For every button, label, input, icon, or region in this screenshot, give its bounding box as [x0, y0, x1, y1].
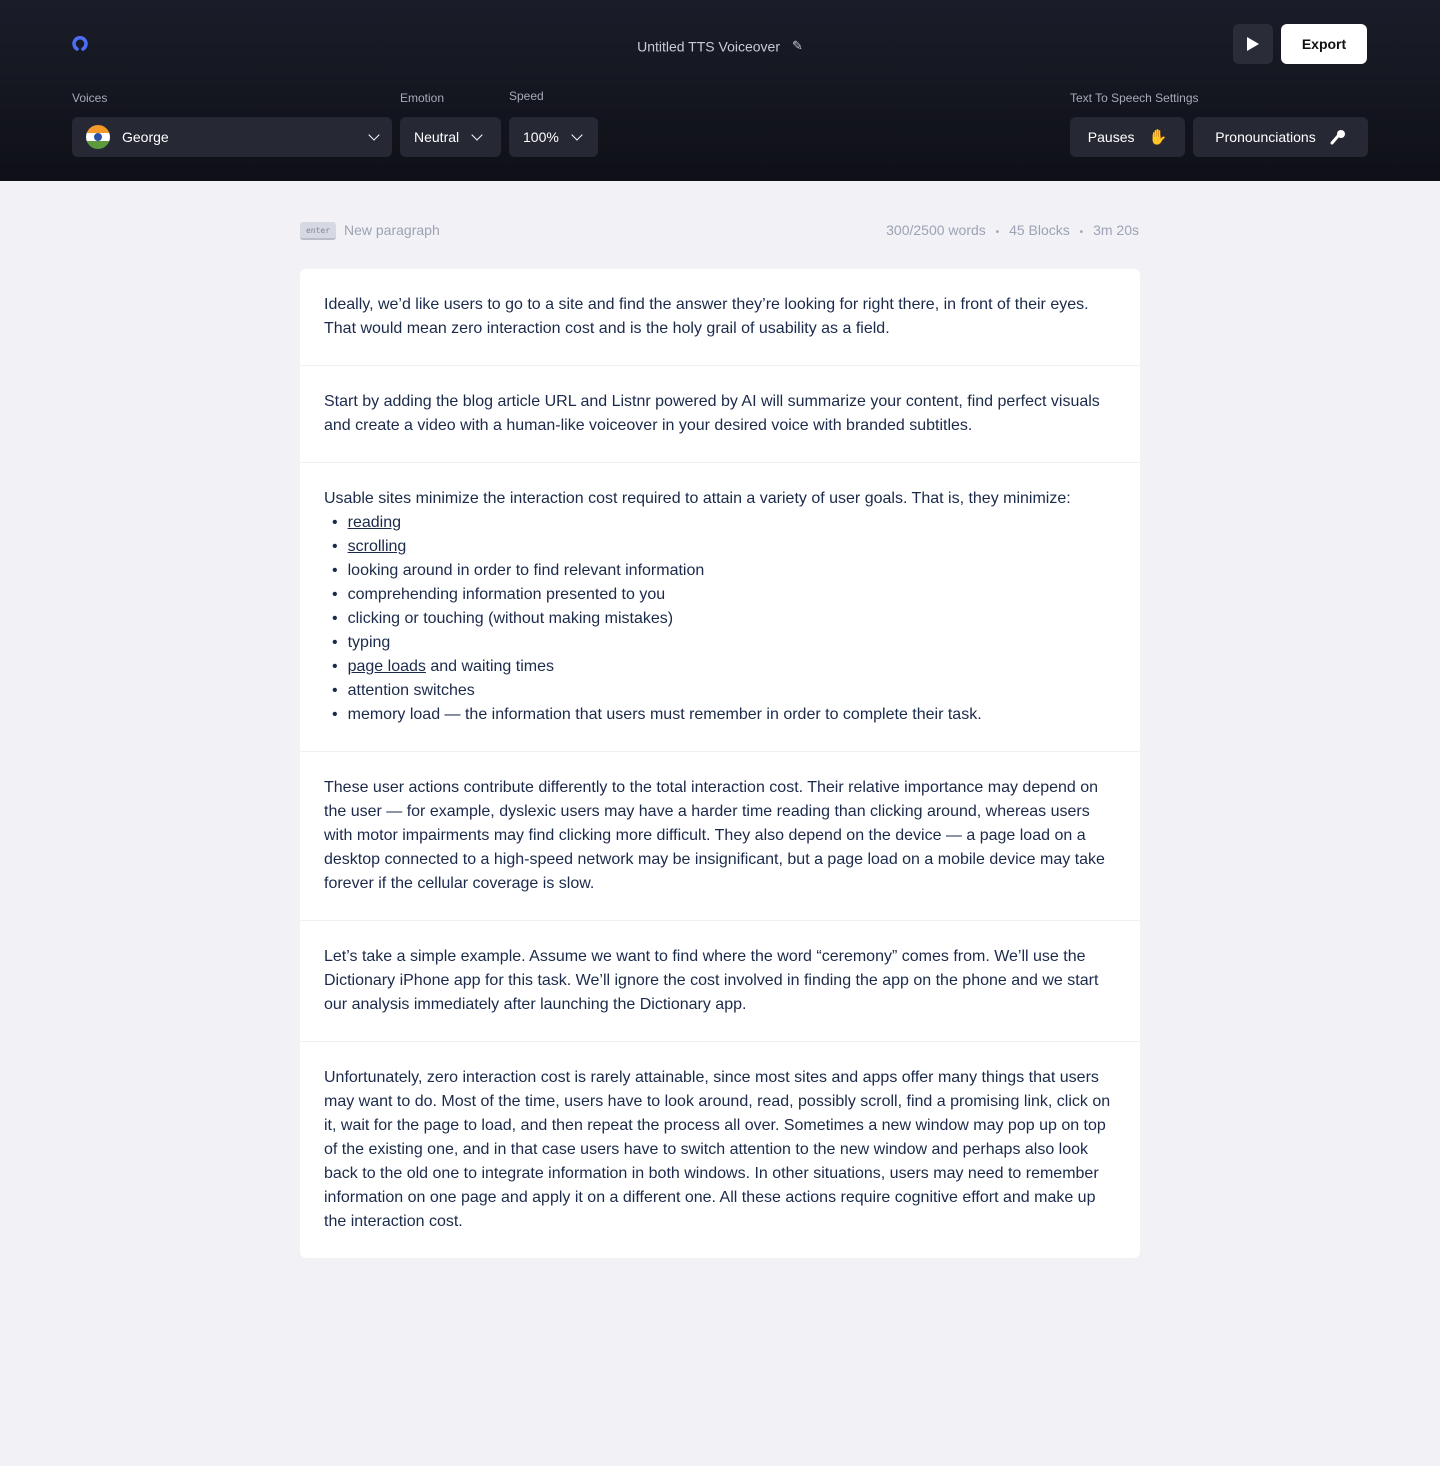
list-item: • comprehending information presented to you — [332, 583, 1116, 607]
block-count: 45 Blocks — [1009, 222, 1070, 238]
play-button[interactable] — [1233, 24, 1273, 64]
hand-icon: ✋ — [1148, 129, 1168, 146]
project-title[interactable]: Untitled TTS Voiceover ✎ — [637, 38, 803, 55]
top-bar — [0, 0, 1440, 181]
text-block[interactable]: Ideally, we’d like users to go to a site and find the answer they’re looking for right there, in front of their eyes. That would mean zero interaction cost and is the holy grail of usability as a field. — [300, 269, 1140, 366]
chevron-down-icon — [571, 129, 582, 140]
chevron-down-icon — [368, 129, 379, 140]
edit-pencil-icon[interactable]: ✎ — [792, 38, 803, 54]
microphone-icon — [1330, 129, 1346, 145]
reading-link[interactable]: reading — [347, 514, 401, 531]
chevron-down-icon — [471, 129, 482, 140]
document-stats: 300/2500 words • 45 Blocks • 3m 20s — [886, 222, 1139, 238]
list-item — [332, 511, 1116, 535]
play-icon — [1246, 36, 1260, 52]
tts-settings-label: Text To Speech Settings — [1070, 91, 1199, 105]
text-block[interactable]: Unfortunately, zero interaction cost is rarely attainable, since most sites and apps offer many things that users may want to do. Most of the time, users have to look around, read, possibly scroll, find a promising link, click on it, wait for the page to load, and then repeat the process all over. Sometimes a new window may pop up on top of the existing one, and in that case users have to switch attention to the new window and perhaps also look back to the old one to integrate information in both windows. In other situations, users may need to remember information on one page and apply it on a different one. All these actions require cognitive effort and make up the interaction cost. — [324, 1069, 1111, 1230]
voices-label: Voices — [72, 91, 108, 105]
duration: 3m 20s — [1093, 222, 1139, 238]
enter-key: enter — [300, 222, 336, 240]
list-item: • memory load — the information that users must remember in order to complete their task. — [332, 703, 1116, 727]
text-block[interactable]: Let’s take a simple example. Assume we want to find where the word “ceremony” comes from. We’ll use the Dictionary iPhone app for this task. We’ll ignore the cost involved in finding the app on the phone and we start our analysis immediately after launching the Dictionary app. — [300, 921, 1140, 1042]
text-block[interactable]: Start by adding the blog article URL and Listnr powered by AI will summarize your content, find perfect visuals and create a video with a human-like voiceover in your desired voice with branded subtitles. — [300, 366, 1140, 463]
scrolling-link[interactable]: scrolling — [347, 538, 407, 555]
pauses-button[interactable]: Pauses ✋ — [1070, 117, 1185, 157]
text-block[interactable]: Usable sites minimize the interaction cost required to attain a variety of user goals. That is, they minimize: • reading • scrolling • looking around in order to find relevant information • comprehending information presented to you • clicking or touching (without making mistakes) • typing • page loads and waiting times • attention switches • memory load — the information that users must remember in order to complete their task. — [300, 463, 1140, 752]
list-item: • looking around in order to find relevant information — [332, 559, 1116, 583]
page-loads-link[interactable]: page loads — [347, 658, 426, 675]
list-item: • clicking or touching (without making mistakes) — [332, 607, 1116, 631]
voice-select[interactable]: George — [72, 117, 392, 157]
list-item — [332, 535, 1116, 559]
text-editor — [300, 269, 1140, 1258]
list-item: • page loads and waiting times — [332, 655, 1116, 679]
list-item: • typing — [332, 631, 1116, 655]
emotion-select[interactable]: Neutral — [400, 117, 501, 157]
export-button[interactable]: Export — [1281, 24, 1367, 64]
speed-select[interactable]: 100% — [509, 117, 598, 157]
bullet-list — [324, 511, 1116, 727]
new-paragraph-hint: enter New paragraph — [300, 222, 440, 240]
india-flag-icon — [86, 125, 110, 149]
emotion-label: Emotion — [400, 91, 445, 105]
word-count: 300/2500 words — [886, 222, 986, 238]
pronunciations-button[interactable]: Pronounciations — [1193, 117, 1368, 157]
text-block[interactable]: These user actions contribute differently to the total interaction cost. Their relative importance may depend on the user — for example, dyslexic users may have a harder time reading than clicking around, whereas users with motor impairments may find clicking more difficult. They also depend on the device — a page load on a desktop connected to a high-speed network may be insignificant, but a page load on a mobile device may take forever if the cellular coverage is slow. — [300, 752, 1140, 921]
list-item: • attention switches — [332, 679, 1116, 703]
speed-label: Speed — [509, 89, 544, 103]
